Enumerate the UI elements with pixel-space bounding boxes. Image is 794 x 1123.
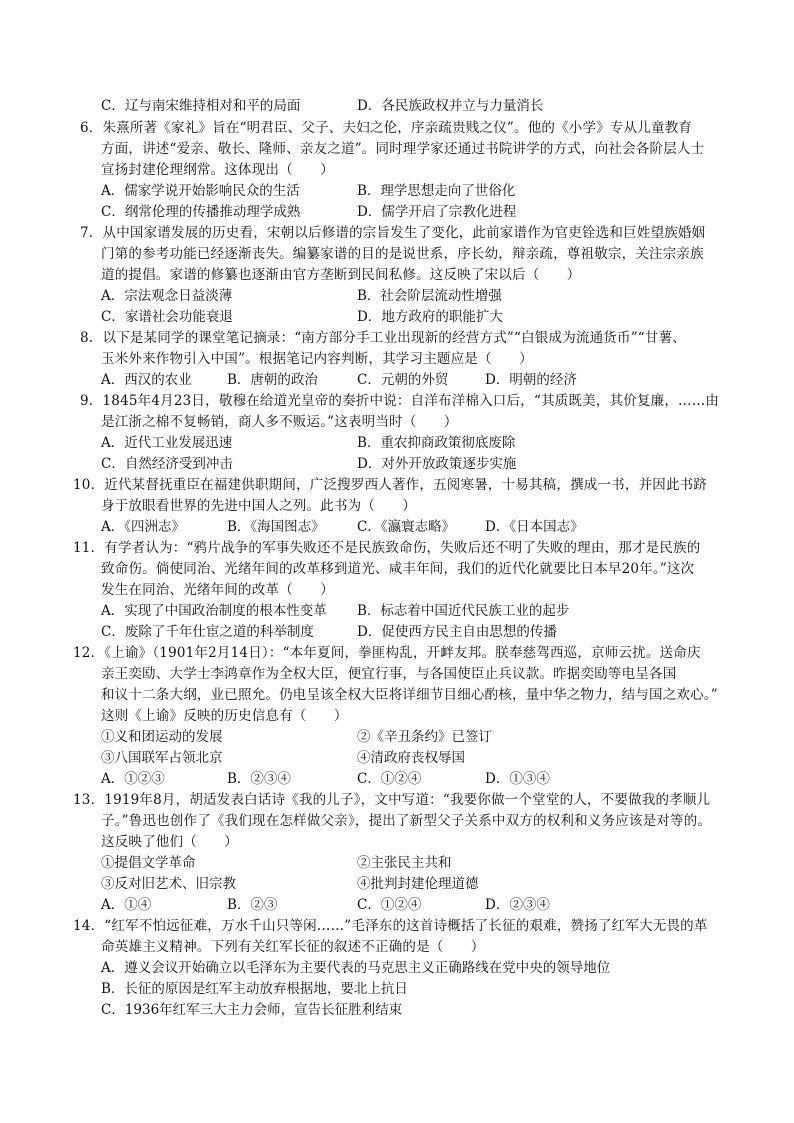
q7-option-c: C．家谱社会功能衰退 bbox=[101, 309, 233, 325]
q11-stem-line-3: 发生在同治、光绪年间的改革（ ） bbox=[101, 582, 334, 598]
q12-option-a: A．①②③ bbox=[101, 771, 165, 787]
q6-option-c: C．纲常伦理的传播推动理学成熟 bbox=[101, 204, 301, 220]
q9-option-b: B．重农抑商政策彻底废除 bbox=[357, 435, 516, 451]
q13-stem-line-1: 13．1919年8月，胡适发表白话诗《我的儿子》，文中写道：“我要你做一个堂堂的人，不要做我的孝顺儿 bbox=[73, 792, 711, 808]
q13-option-c: C．①②④ bbox=[357, 897, 422, 913]
q13-stem-line-3: 这反映了他们（ ） bbox=[101, 834, 238, 850]
q13-option-a: A．①④ bbox=[101, 897, 152, 913]
q13-stem-line-2: 子。”鲁迅也创作了《我们现在怎样做父亲》，提出了新型父子关系中双方的权利和义务应该是对等的。 bbox=[101, 813, 712, 829]
q9-option-a: A．近代工业发展迅速 bbox=[101, 435, 233, 451]
q12-item-4: ④清政府丧权辱国 bbox=[357, 750, 465, 766]
q9-stem-line-1: 9．1845年4月23日，敬穆在给道光皇帝的奏折中说：自洋布洋棉入口后，“其质既美，其价复廉，……由 bbox=[80, 393, 720, 409]
q13-item-4: ④批判封建伦理道德 bbox=[357, 876, 479, 892]
q12-option-d: D．①③④ bbox=[485, 771, 550, 787]
q6-option-a: A．儒家学说开始影响民众的生活 bbox=[101, 183, 300, 199]
q10-stem-line-2: 身于放眼看世界的先进中国人之列。此书为（ ） bbox=[101, 498, 417, 514]
q9-option-d: D．对外开放政策逐步实施 bbox=[357, 456, 517, 472]
q7-option-d: D．地方政府的职能扩大 bbox=[357, 309, 503, 325]
q8-option-a: A．西汉的农业 bbox=[101, 372, 192, 388]
q13-item-1: ①提倡文学革命 bbox=[101, 855, 196, 871]
q14-stem-line-1: 14．“红军不怕远征难，万水千山只等闲……”毛泽东的这首诗概括了长征的艰难，赞扬了红军大无畏的革 bbox=[73, 918, 708, 934]
q9-stem-line-2: 是江浙之棉不复畅销，商人多不贩运。”这表明当时（ ） bbox=[101, 414, 458, 430]
q7-stem-line-1: 7．从中国家谱发展的历史看，宋朝以后修谱的宗旨发生了变化，此前家谱作为官吏铨选和巨姓望族婚姻 bbox=[80, 225, 706, 241]
q12-option-c: C．①②④ bbox=[357, 771, 422, 787]
q8-stem-line-2: 玉米外来作物引入中国”。根据笔记内容判断，其学习主题应是（ ） bbox=[101, 351, 533, 367]
q6-option-b: B．理学思想走向了世俗化 bbox=[357, 183, 516, 199]
q12-stem-line-4: 这则《上谕》反映的历史信息有（ ） bbox=[101, 708, 348, 724]
q8-stem-line-1: 8．以下是某同学的课堂笔记摘录：“南方部分手工业出现新的经营方式”“白银成为流通货币”“甘薯、 bbox=[80, 330, 686, 346]
q5-option-d: D．各民族政权并立与力量消长 bbox=[357, 98, 544, 114]
q11-stem-line-1: 11．有学者认为：“鸦片战争的军事失败还不是民族致命伤，失败后还不明了失败的理由，那才是民族的 bbox=[73, 540, 701, 556]
q10-option-c: C．《瀛寰志略》 bbox=[357, 519, 456, 535]
q11-option-a: A．实现了中国政治制度的根本性变革 bbox=[101, 603, 327, 619]
q13-option-b: B．②③ bbox=[227, 897, 278, 913]
q11-option-c: C．废除了千年仕宦之道的科举制度 bbox=[101, 624, 314, 640]
q10-option-d: D．《日本国志》 bbox=[485, 519, 584, 535]
q5-option-c: C．辽与南宋维持相对和平的局面 bbox=[101, 98, 301, 114]
q12-item-1: ①义和团运动的发展 bbox=[101, 729, 223, 745]
q7-stem-line-3: 道的提倡。家谱的修纂也逐渐由官方垄断到民间私修。这反映了宋以后（ ） bbox=[101, 267, 581, 283]
q13-item-2: ②主张民主共和 bbox=[357, 855, 452, 871]
q7-option-b: B．社会阶层流动性增强 bbox=[357, 288, 502, 304]
q6-stem-line-1: 6．朱熹所著《家礼》旨在“明君臣、父子、夫妇之伦，序亲疏贵贱之仪”。他的《小学》专从儿童教育 bbox=[80, 120, 693, 136]
q7-stem-line-2: 门第的参考功能已经逐渐丧失。编纂家谱的目的是说世系，序长幼，辩亲疏，尊祖敬宗，关注宗亲族 bbox=[101, 246, 704, 262]
q8-option-d: D．明朝的经济 bbox=[485, 372, 577, 388]
q13-option-d: D．②③④ bbox=[485, 897, 550, 913]
q14-stem-line-2: 命英雄主义精神。下列有关红军长征的叙述不正确的是（ ） bbox=[101, 939, 485, 955]
q12-stem-line-2: 亲王奕劻、大学士李鸿章作为全权大臣，便宜行事，与各国使臣止兵议款。昨据奕劻等电呈各国 bbox=[101, 666, 677, 682]
q12-stem-line-3: 和议十二条大纲，业已照允。仍电呈该全权大臣将详细节目细心酌核，量中华之物力，结与国之欢心。” bbox=[101, 687, 718, 703]
q8-option-c: C．元朝的外贸 bbox=[357, 372, 449, 388]
q7-option-a: A．宗法观念日益淡薄 bbox=[101, 288, 233, 304]
q8-option-b: B．唐朝的政治 bbox=[227, 372, 318, 388]
q14-option-b: B．长征的原因是红军主动放弃根据地，要北上抗日 bbox=[101, 981, 408, 997]
q9-option-c: C．自然经济受到冲击 bbox=[101, 456, 233, 472]
q14-option-a: A．遵义会议开始确立以毛泽东为主要代表的马克思主义正确路线在党中央的领导地位 bbox=[101, 960, 611, 976]
q12-item-3: ③八国联军占领北京 bbox=[101, 750, 223, 766]
q11-option-b: B．标志着中国近代民族工业的起步 bbox=[357, 603, 570, 619]
q11-stem-line-2: 致命伤。倘使同治、光绪年间的改革移到道光、咸丰年间，我们的近代化就要比日本早20年。”这次 bbox=[101, 561, 695, 577]
q10-option-b: B．《海国图志》 bbox=[227, 519, 325, 535]
q6-stem-line-2: 方面，讲述“爱亲、敬长、隆师、亲友之道”。同时理学家还通过书院讲学的方式，向社会各阶层人士 bbox=[101, 141, 705, 157]
q12-option-b: B．②③④ bbox=[227, 771, 291, 787]
q6-stem-line-3: 宣扬封建伦理纲常。这体现出（ ） bbox=[101, 162, 334, 178]
q10-stem-line-1: 10．近代某督抚重臣在福建供职期间，广泛搜罗西人著作，五阅寒暑，十易其稿，撰成一书，并因此书跻 bbox=[73, 477, 708, 493]
q12-item-2: ②《辛丑条约》已签订 bbox=[357, 729, 492, 745]
q13-item-3: ③反对旧艺术、旧宗教 bbox=[101, 876, 236, 892]
q14-option-c: C．1936年红军三大主力会师，宣告长征胜利结束 bbox=[101, 1002, 403, 1018]
q6-option-d: D．儒学开启了宗教化进程 bbox=[357, 204, 517, 220]
q12-stem-line-1: 12．《上谕》（1901年2月14日）：“本年夏间，拳匪构乱，开衅友邦。朕奉慈驾西巡，京师云扰。送命庆 bbox=[73, 645, 701, 661]
q10-option-a: A．《四洲志》 bbox=[101, 519, 185, 535]
q11-option-d: D．促使西方民主自由思想的传播 bbox=[357, 624, 557, 640]
